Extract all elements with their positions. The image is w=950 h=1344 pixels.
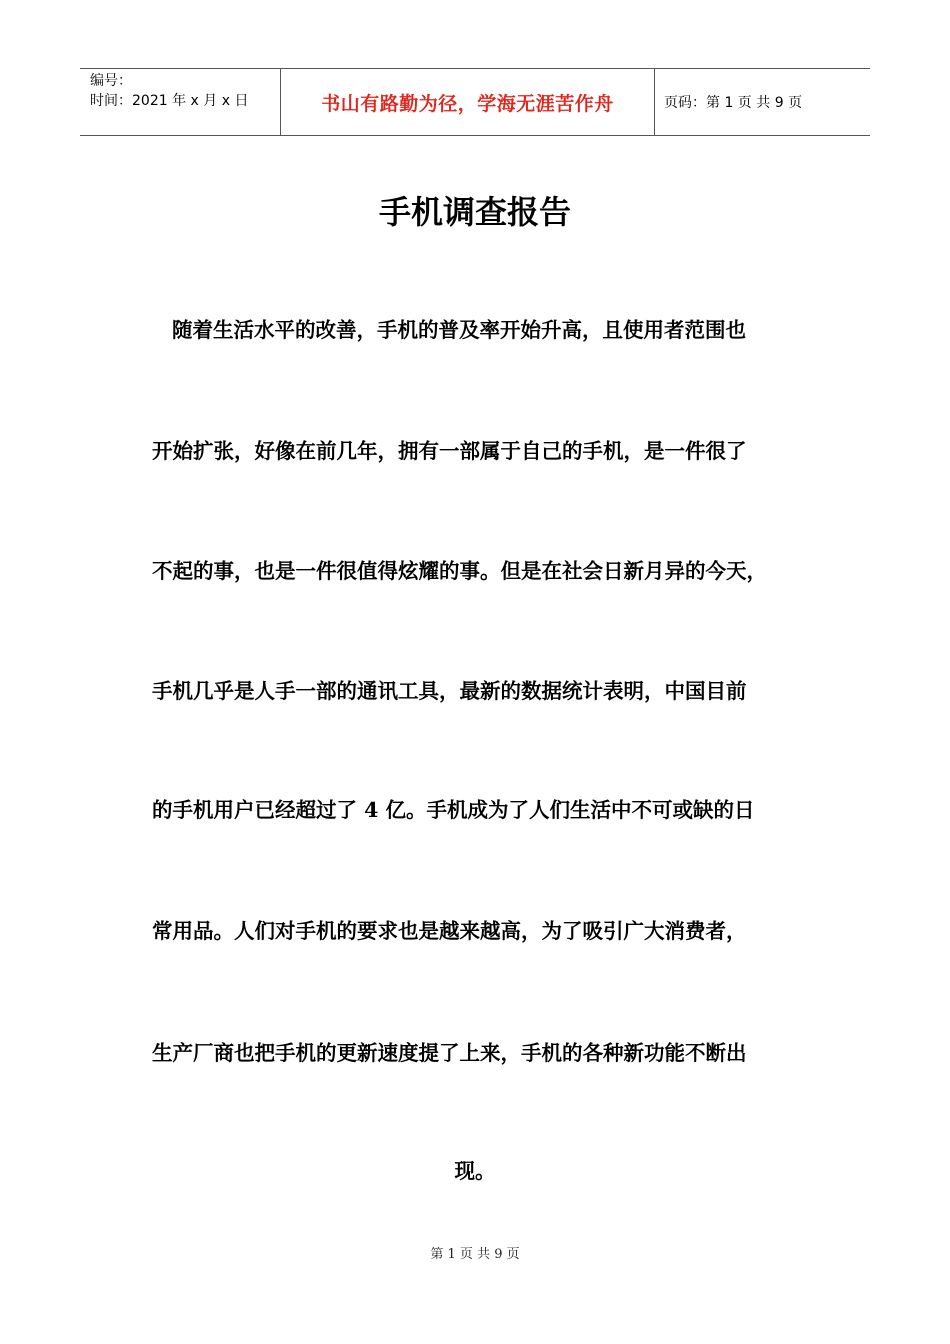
header-motto-cell — [281, 69, 655, 135]
header-meta-cell — [80, 69, 281, 135]
body-line: 生产厂商也把手机的更新速度提了上来，手机的各种新功能不断出 — [152, 1041, 747, 1065]
body-line: 不起的事，也是一件很值得炫耀的事。但是在社会日新月异的今天， — [152, 559, 767, 583]
date-label: 时间：2021 年 x 月 x 日 — [90, 93, 249, 109]
footer-page-number: 第 1 页 共 9 页 — [430, 1247, 520, 1262]
document-title: 手机调查报告 — [378, 193, 571, 231]
body-line: 的手机用户已经超过了 4 亿。手机成为了人们生活中不可或缺的日 — [152, 798, 755, 822]
body-line: 开始扩张，好像在前几年，拥有一部属于自己的手机，是一件很了 — [152, 439, 747, 463]
header-page-cell — [655, 69, 870, 135]
body-line: 常用品。人们对手机的要求也是越来越高，为了吸引广大消费者， — [152, 919, 747, 943]
body-line-last: 现。 — [454, 1159, 496, 1183]
serial-number-label: 编号： — [90, 73, 132, 89]
motto-text: 书山有路勤为径，学海无涯苦作舟 — [321, 92, 614, 115]
body-line: 手机几乎是人手一部的通讯工具，最新的数据统计表明，中国目前 — [152, 679, 747, 703]
body-line: 随着生活水平的改善，手机的普及率开始升高，且使用者范围也 — [172, 318, 746, 342]
header-page-info: 页码：第 1 页 共 9 页 — [664, 95, 803, 111]
header-table — [80, 68, 870, 136]
